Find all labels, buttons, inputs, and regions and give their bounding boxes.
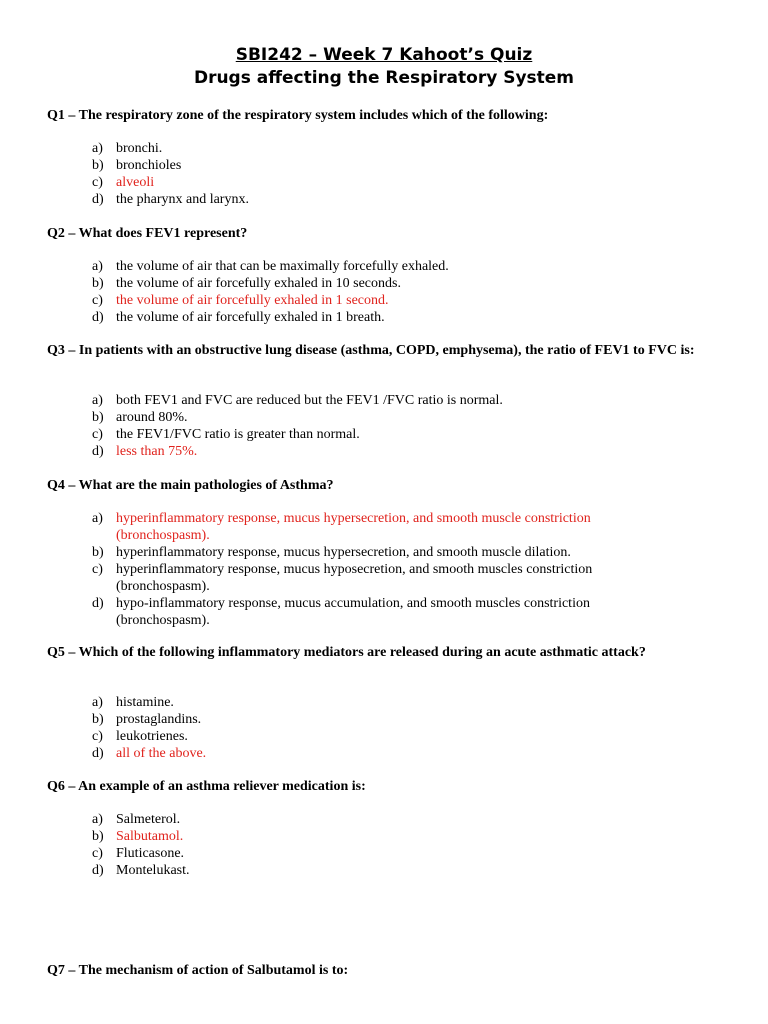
option-text: Salmeterol. (116, 812, 181, 827)
option-letter: d) (92, 746, 104, 761)
question-5-options (92, 694, 662, 762)
question-3: Q3 – In patients with an obstructive lung disease (asthma, COPD, emphysema), the ratio of FEV1 to FVC is: (47, 343, 695, 358)
option-text: the volume of air that can be maximally forcefully exhaled. (116, 259, 449, 274)
option-letter: b) (92, 545, 104, 560)
correct-answer-text: hyperinflammatory response, mucus hypersecretion, and smooth muscle constriction (bronchospasm). (116, 511, 591, 543)
option-item (92, 811, 662, 828)
option-text: both FEV1 and FVC are reduced but the FEV1 /FVC ratio is normal. (116, 393, 503, 408)
document-subtitle: Drugs affecting the Respiratory System (193, 68, 575, 88)
option-text: Fluticasone. (116, 846, 185, 861)
option-letter: b) (92, 158, 104, 173)
option-letter: a) (92, 812, 103, 827)
option-item (92, 292, 662, 309)
option-letter: b) (92, 712, 104, 727)
option-letter: c) (92, 729, 103, 744)
question-3-options (92, 392, 662, 460)
option-letter: a) (92, 141, 103, 156)
option-letter: a) (92, 511, 103, 526)
correct-answer-text: all of the above. (116, 746, 207, 761)
option-text: the volume of air forcefully exhaled in 10 seconds. (116, 276, 401, 291)
option-text: hyperinflammatory response, mucus hyposecretion, and smooth muscles constriction (bronchospasm). (116, 562, 593, 594)
option-item (92, 191, 662, 208)
option-item (92, 392, 662, 409)
question-5: Q5 – Which of the following inflammatory mediators are released during an acute asthmatic attack? (47, 645, 646, 660)
option-item (92, 561, 662, 595)
option-text: hyperinflammatory response, mucus hypersecretion, and smooth muscle dilation. (116, 545, 571, 560)
question-4: Q4 – What are the main pathologies of Asthma? (47, 478, 334, 493)
option-item (92, 828, 662, 845)
question-6: Q6 – An example of an asthma reliever medication is: (47, 779, 366, 794)
option-letter: c) (92, 427, 103, 442)
correct-answer-text: alveoli (116, 175, 155, 190)
option-item (92, 711, 662, 728)
option-item (92, 258, 662, 275)
option-item (92, 845, 662, 862)
option-letter: c) (92, 562, 103, 577)
option-text: leukotrienes. (116, 729, 188, 744)
question-6-options (92, 811, 662, 879)
option-letter: d) (92, 444, 104, 459)
option-text: the FEV1/FVC ratio is greater than normal. (116, 427, 360, 442)
option-letter: c) (92, 846, 103, 861)
option-letter: c) (92, 293, 103, 308)
option-letter: b) (92, 276, 104, 291)
option-letter: b) (92, 410, 104, 425)
option-item (92, 174, 662, 191)
option-item (92, 745, 662, 762)
option-letter: d) (92, 192, 104, 207)
option-item (92, 140, 662, 157)
question-7: Q7 – The mechanism of action of Salbutamol is to: (47, 963, 349, 978)
option-item (92, 309, 662, 326)
option-item (92, 544, 662, 561)
option-item (92, 275, 662, 292)
document-title: SBI242 – Week 7 Kahoot’s Quiz (235, 45, 533, 65)
option-text: histamine. (116, 695, 174, 710)
option-letter: a) (92, 695, 103, 710)
correct-answer-text: Salbutamol. (116, 829, 184, 844)
question-1-options (92, 140, 662, 208)
option-text: around 80%. (116, 410, 188, 425)
option-item (92, 443, 662, 460)
question-1: Q1 – The respiratory zone of the respiratory system includes which of the following: (47, 108, 549, 123)
option-letter: d) (92, 310, 104, 325)
option-letter: c) (92, 175, 103, 190)
option-item (92, 728, 662, 745)
question-2-options (92, 258, 662, 326)
option-item (92, 157, 662, 174)
option-item (92, 409, 662, 426)
option-text: bronchioles (116, 158, 182, 173)
option-item (92, 510, 662, 544)
question-2: Q2 – What does FEV1 represent? (47, 226, 248, 241)
option-text: Montelukast. (116, 863, 190, 878)
option-letter: a) (92, 259, 103, 274)
option-text: prostaglandins. (116, 712, 202, 727)
option-item (92, 426, 662, 443)
option-letter: d) (92, 596, 104, 611)
option-letter: a) (92, 393, 103, 408)
option-item (92, 694, 662, 711)
option-letter: b) (92, 829, 104, 844)
option-letter: d) (92, 863, 104, 878)
question-4-options (92, 510, 662, 629)
option-text: the pharynx and larynx. (116, 192, 249, 207)
option-item (92, 595, 662, 629)
option-item (92, 862, 662, 879)
correct-answer-text: the volume of air forcefully exhaled in 1 second. (116, 293, 389, 308)
option-text: the volume of air forcefully exhaled in 1 breath. (116, 310, 385, 325)
option-text: bronchi. (116, 141, 163, 156)
correct-answer-text: less than 75%. (116, 444, 198, 459)
option-text: hypo-inflammatory response, mucus accumulation, and smooth muscles constriction (bronchospasm). (116, 596, 590, 628)
